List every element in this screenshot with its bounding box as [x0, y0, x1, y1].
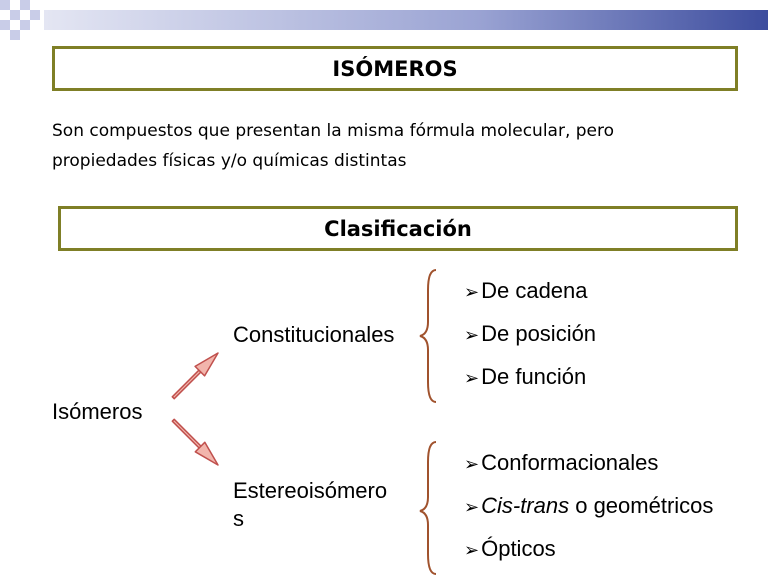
page-title: ISÓMEROS — [332, 56, 458, 81]
classification-title: Clasificación — [324, 216, 472, 241]
stereo-label-line-2: s — [233, 506, 244, 531]
list-item-cis-trans: ➢Cis-trans o geométricos — [464, 493, 714, 518]
list-item-de-funcion: ➢De función — [464, 364, 587, 389]
bullet-arrow-icon: ➢ — [464, 497, 480, 517]
list-item-de-cadena: ➢De cadena — [464, 278, 588, 303]
brace-stereo-icon — [420, 442, 436, 574]
list-item-conformacionales: ➢Conformacionales — [464, 450, 659, 475]
bullet-arrow-icon: ➢ — [464, 282, 480, 302]
bullet-arrow-icon: ➢ — [464, 368, 480, 388]
brace-constitutional-icon — [420, 270, 436, 402]
intro-line-1: Son compuestos que presentan la misma fórmula molecular, pero — [52, 121, 615, 141]
bullet-arrow-icon: ➢ — [464, 454, 480, 474]
list-item-opticos: ➢Ópticos — [464, 536, 556, 561]
stereo-label-line-1: Estereoisómero — [233, 478, 388, 503]
constitutional-label: Constitucionales — [233, 322, 395, 347]
cis-trans-italic: Cis-trans — [481, 493, 570, 518]
arrow-up-icon — [172, 353, 218, 399]
bullet-arrow-icon: ➢ — [464, 325, 480, 345]
arrow-down-icon — [172, 419, 218, 465]
stereo-label — [233, 477, 387, 533]
bullet-arrow-icon: ➢ — [464, 540, 480, 560]
intro-line-2: propiedades físicas y/o químicas distintas — [52, 151, 407, 171]
root-label: Isómeros — [52, 399, 143, 424]
list-item-de-posicion: ➢De posición — [464, 321, 597, 346]
